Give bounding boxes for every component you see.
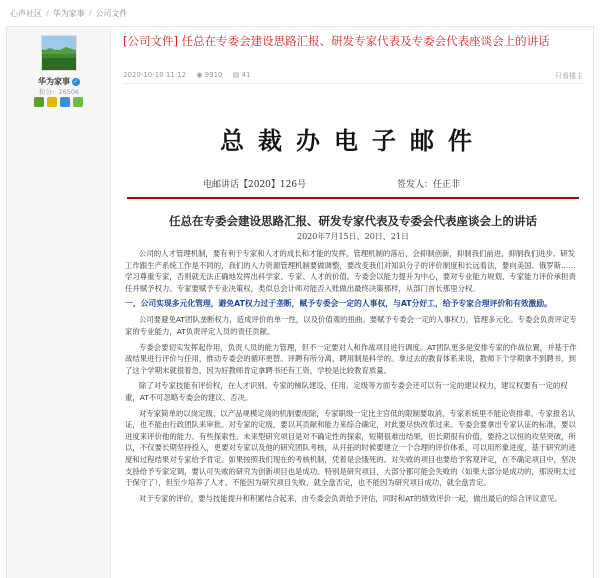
trophy-icon xyxy=(47,97,57,107)
views-value: 9910 xyxy=(204,71,223,79)
article-paragraph: 除了对专家技能有评价权，在人才识别、专家的梯队建设、任用、定级等方面专委会还可以有一定的建议权力，建议权要有一定的权重，AT不可忽略专委会的建议、否决。 xyxy=(125,381,568,402)
divider xyxy=(123,83,585,84)
document-red-rule xyxy=(127,197,579,199)
comments-value: 41 xyxy=(241,71,251,79)
views-count xyxy=(196,71,222,79)
leaf-icon xyxy=(73,97,83,107)
article-body xyxy=(125,248,581,508)
breadcrumb-separator: / xyxy=(46,9,49,18)
article-paragraph: 对于专家的评价，要与技能提升和积累结合起来，由专委会负责给予评估，同时和AT的绩效评价一起，做出最后的综合评议意见。 xyxy=(139,493,562,503)
breadcrumb-section[interactable]: 华为家事 xyxy=(52,9,85,18)
post-title-text: 任总在专委会建设思路汇报、研发专家代表及专委会代表座谈会上的讲话 xyxy=(181,34,550,48)
post-datetime: 2020-10-10 11:12 xyxy=(123,71,187,79)
breadcrumb-home[interactable]: 心声社区 xyxy=(10,9,42,18)
document-header: 总裁办电子邮件 xyxy=(220,126,486,155)
author-name[interactable]: 华为家事 xyxy=(38,77,70,86)
post-category-tag[interactable]: [公司文件] xyxy=(123,34,178,48)
post-title xyxy=(123,33,583,49)
article-paragraph: 专委会要切实发挥起作用，负责人员的能力管理，但不一定要对人和作战项目进行调度。AT团队更多是安排专家的作战位置，并基于作战结果进行评价与任用，推动专委会的循环更替。评聘有所分离，聘用制是科学的。拿过去的教育体系来说，教师下个学期拿不到聘书，到了这个学期末就很着急，因为好教师肯定拿聘书还有工资，学校是比较教育质量。 xyxy=(125,342,577,375)
eye-icon: ◉ xyxy=(196,71,203,79)
article-date: 2020年7月15日、20日、21日 xyxy=(297,232,409,241)
article-paragraph: 对专家简单的以岗定级、以产品规模定岗的机制要废除，专家职级一定比主官低的限制要取消，专家系统里不能论资排辈。专家报名认证，也不能由行政团队来审批。对专家的定级，要以其贡献和能力来综合确定，对此要尽快改革过来。专委会要拿出专家认证的标准，要以进度来评价他的能力。有些探索性、未来型研究项目是对不确定性的探索，短期很难出结果，但长期很有价值，要持之以恒的攻坚突破，所以，不仅要长期坚持投入，更要对专家以及他的研究团队考核，从开拓的时候要建立一个合理的评价体系，可以用形象进度，基于研究的进度和过程结果对专家给予肯定。如果按照我们现在的考核机制，凭着是会饿死的。对失败的项目也要给予客观评定，在不确定项目中，坚决支持给予专家定调，要认可失败的研究为创新项目也是成功。特别是研究项目，大部分都可能会失败的（如果大部分是成功的，那说明太过于保守了），但至少培养了人才。不能因为研究项目失败，就全盘否定，也不能因为研究项目成功，就全盘肯定。 xyxy=(125,408,576,488)
post-main xyxy=(113,27,593,578)
article-paragraph: 公司的人才管理机制，要有利于专家和人才的成长和才能的发挥。管理机制的落后，会抑制创新，抑制我们前进，抑制我们进步。研发工作跟生产系统工作是不同的，我们的人力资源管理机制要做调整，要改变我们对知识分子的评价制度和长远看法，要向美国、俄罗斯……学习尊重专家，否则就无法正确地发挥出科学家、专家、人才的价值。专委会以能力提升为中心，要对专业能力规划、专家能力评价承担责任并赋予权力。专家要赋予专业决策权，类似总会计师对能否入账做出最终决策那样，从部门首长那里分权。 xyxy=(125,249,576,293)
only-author-button[interactable]: 只看楼主 xyxy=(555,72,583,80)
post-meta xyxy=(123,71,583,79)
post-container xyxy=(6,26,594,578)
author-badges xyxy=(34,97,83,107)
breadcrumb xyxy=(10,8,127,19)
medal-icon xyxy=(34,97,44,107)
document-signer: 签发人：任正非 xyxy=(397,180,461,190)
star-icon xyxy=(60,97,70,107)
author-sidebar xyxy=(7,27,111,578)
breadcrumb-category[interactable]: 公司文件 xyxy=(95,9,128,18)
avatar[interactable] xyxy=(41,35,77,71)
author-points: 积分：26506 xyxy=(39,88,80,96)
article-title: 任总在专委会建设思路汇报、研发专家代表及专委会代表座谈会上的讲话 xyxy=(169,214,537,228)
comments-count xyxy=(233,71,251,79)
breadcrumb-separator: / xyxy=(88,9,92,18)
document-reference: 电邮讲话【2020】126号 xyxy=(203,180,307,190)
verified-icon: ✓ xyxy=(73,77,79,85)
article-paragraph: 公司要避免AT团队垄断权力，造成评价的单一性，以及价值观的扭曲。要赋予专委会一定的人事权力，管理多元化。专委会负责评定专家的专业能力，AT负责评定人员的责任贡献。 xyxy=(125,315,577,336)
comment-icon: ▤ xyxy=(232,71,240,79)
author-name-row xyxy=(7,76,111,87)
section-heading: 一、公司实现多元化管理，避免AT权力过于垄断，赋予专委会一定的人事权，与AT分好工，给予专家合理评价和有效激励。 xyxy=(125,299,552,309)
